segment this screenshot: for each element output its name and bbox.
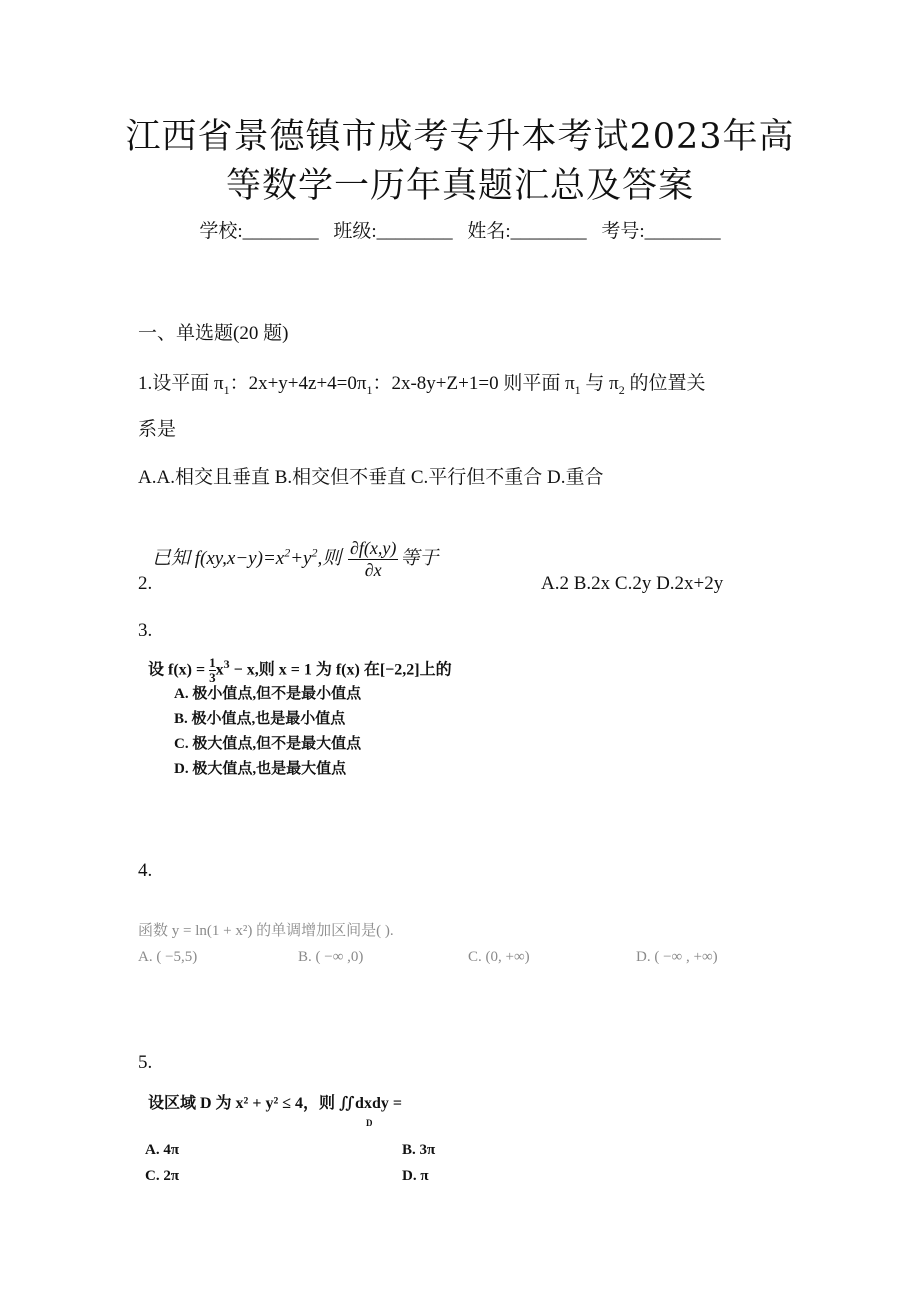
q5-option-d: D. π [402,1168,429,1184]
q4-options [138,944,778,970]
q1-text-1: 1.设平面 π [138,373,224,394]
question-2-formula-image [152,538,438,581]
question-2-number: 2. [138,573,153,594]
q4-option-c: C. (0, +∞) [468,949,530,965]
q4-stem: 函数 y = ln(1 + x²) 的单调增加区间是( ). [138,923,394,939]
q4-option-b: B. ( −∞ ,0) [298,949,364,965]
question-1-options: A.A.相交且垂直 B.相交但不垂直 C.平行但不重合 D.重合 [138,467,604,488]
q1-text-5: 的位置关 [624,373,706,394]
question-3-number: 3. [138,620,153,641]
q1-text-2: ：2x+y+4z+4=0π [229,373,367,394]
q3-option-b: B. 极小值点,也是最小值点 [174,711,346,727]
student-info-row [0,216,920,243]
q3-stem-b: x [215,661,224,679]
q4-option-a: A. ( −5,5) [138,949,198,965]
q2-frac-den: ∂x [364,560,382,580]
q5-stem: 设区域 D 为 x² + y² ≤ 4，则 ∬dxdy = [148,1095,402,1112]
q5-region-subscript: D [366,1118,373,1128]
q1-sub-1: 1 [223,382,230,397]
q3-frac-num: 1 [209,655,216,671]
q4-option-d: D. ( −∞ , +∞) [636,949,718,965]
question-1-stem-line-2: 系是 [138,419,177,440]
page-title-line-1: 江西省景德镇市成考专升本考试2023年高 [125,117,795,157]
q2-stem-c: ,则 [317,547,342,569]
q1-sub-4: 2 [618,382,625,397]
question-2-options: A.2 B.2x C.2y D.2x+2y [541,573,724,594]
q2-partial-derivative [348,538,398,581]
q1-sub-3: 1 [574,382,581,397]
q2-sup-1: 2 [284,545,291,560]
q5-option-b: B. 3π [402,1142,436,1158]
question-1-stem [138,368,706,398]
school-field: 学校:________ [199,221,319,242]
name-field: 姓名:________ [467,221,587,242]
q5-option-c: C. 2π [145,1168,180,1184]
section-heading: 一、单选题(20 题) [138,323,289,344]
q3-option-a: A. 极小值点,但不是最小值点 [174,686,362,702]
q1-text-3: ：2x-8y+Z+1=0 则平面 π [372,373,575,394]
question-3-image [148,646,452,782]
q3-option-c: C. 极大值点,但不是最大值点 [174,736,362,752]
question-5-image [145,1090,568,1184]
q3-stem [148,646,452,686]
q3-frac-den: 3 [209,670,216,686]
q3-stem-a: 设 f(x) = [148,661,210,679]
question-4-image [138,918,778,970]
q2-frac-num: ∂f(x,y) [349,538,397,558]
q2-stem-a: 已知 f(xy,x−y)=x [152,547,285,569]
q5-option-a: A. 4π [145,1142,180,1158]
q2-stem-b: +y [290,547,312,569]
class-field: 班级:________ [333,221,453,242]
q3-option-d: D. 极大值点,也是最大值点 [174,761,347,777]
exam-number-field: 考号:________ [601,221,721,242]
question-4-number: 4. [138,860,153,881]
question-5-number: 5. [138,1052,153,1073]
q3-sup: 3 [223,657,230,671]
page-title-line-2: 等数学一历年真题汇总及答案 [225,166,694,206]
q2-stem-d: 等于 [400,547,439,569]
q1-text-4: 与 π [580,373,619,394]
q3-stem-c: − x,则 x = 1 为 f(x) 在[−2,2]上的 [229,661,452,679]
q1-sub-2: 1 [366,382,373,397]
q2-sup-2: 2 [311,545,318,560]
